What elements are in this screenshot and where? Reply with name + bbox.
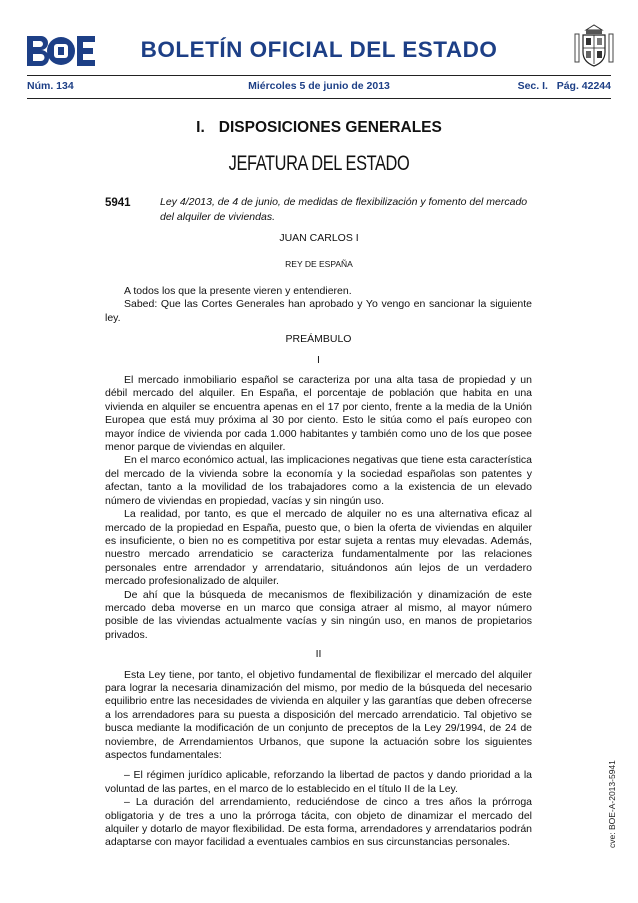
body-paragraph: – El régimen jurídico aplicable, reforzando la libertad de pactos y dando prioridad a la voluntad de las partes, en el marco de lo establecido en el título II de la Ley. [105, 769, 532, 795]
body-paragraph: De ahí que la búsqueda de mecanismos de flexibilización y dinamización de este mercado deba moverse en un marco que consiga atraer al mismo, al mayor número posible de las viviendas actualmente vacías y sin ningún uso, en manos de propietarios privados. [105, 588, 532, 641]
coat-of-arms-icon [574, 24, 614, 73]
disposition-title: Ley 4/2013, de 4 de junio, de medidas de flexibilización y fomento del mercado del alquiler de viviendas. [160, 196, 528, 223]
section-title: DISPOSICIONES GENERALES [218, 119, 442, 136]
document-body [105, 285, 532, 850]
issue-number: Núm. 134 [27, 80, 74, 92]
section-number: I. [196, 119, 205, 136]
header-top-rule [27, 75, 611, 76]
part-heading: II [315, 648, 322, 661]
organism-title: JEFATURA DEL ESTADO [228, 152, 410, 175]
body-paragraph: El mercado inmobiliario español se caracteriza por una alta tasa de propiedad y un débil mercado del alquiler. En España, el porcentaje de población que habita en una vivienda en alquiler se encuentra apenas en el 17 por ciento, frente a la media de la Unión Europea que está muy próxima al 30 por ciento. Esto le sitúa como el país europeo con mayor índice de vivienda por cada 1.000 habitantes y también como uno de los que posee menor parque de viviendas en alquiler. [105, 374, 532, 454]
body-paragraph: La realidad, por tanto, es que el mercado de alquiler no es una alternativa eficaz al mercado de la propiedad en España, puesto que, o bien la oferta de viviendas en alquiler es insuficiente, o bien no es competitiva por estar sujeta a rentas muy elevadas. Además, nuestro mercado arrendaticio se caracteriza fundamentalmente por las relaciones personales entre arrendador y arrendatario, situándonos aún lejos de un verdadero mercado profesionalizado de alquiler. [105, 508, 532, 588]
signatory-name: JUAN CARLOS I [279, 232, 359, 244]
intro-paragraph: A todos los que la presente vieren y entendieren. [124, 285, 352, 297]
section-page: Sec. I. Pág. 42244 [517, 80, 611, 92]
body-paragraph: En el marco económico actual, las implicaciones negativas que tiene esta característica del mercado de la vivienda sobre la economía y la sociedad españolas son patentes y afectan, tanto a la movilidad de los trabajadores como a la existencia de un elevado número de viviendas en propiedad, vacías y sin ningún uso. [105, 454, 532, 507]
preamble-title: PREÁMBULO [285, 333, 352, 346]
body-paragraph: – La duración del arrendamiento, reduciéndose de cinco a tres años la prórroga obligatoria y de tres a uno la prórroga tácita, con objeto de dinamizar el mercado del alquiler y dotarlo de mayor flexibilidad. De esta forma, arrendadores y arrendatarios podrán adaptarse con mayor facilidad a eventuales cambios en sus circunstancias personales. [105, 796, 532, 849]
header-bottom-rule [27, 98, 611, 99]
gazette-title: BOLETÍN OFICIAL DEL ESTADO [140, 37, 498, 62]
intro-paragraph: Sabed: Que las Cortes Generales han aprobado y Yo vengo en sancionar la siguiente ley. [105, 298, 532, 324]
cve-identifier: cve: BOE-A-2013-5941 [607, 760, 617, 848]
issue-date: Miércoles 5 de junio de 2013 [248, 80, 390, 92]
part-heading: I [317, 353, 320, 366]
issue-line [27, 80, 611, 96]
signatory-role: REY DE ESPAÑA [285, 259, 353, 269]
section-heading [0, 119, 638, 137]
disposition-number: 5941 [105, 197, 131, 209]
body-paragraph: Esta Ley tiene, por tanto, el objetivo fundamental de flexibilizar el mercado del alquiler para lograr la necesaria dinamización del mismo, por medio de la búsqueda del necesario equilibrio entre las necesidades de vivienda en alquiler y las garantías que deben ofrecerse a los arrendadores para su puesta a disposición del mercado arrendaticio. Tal objetivo se busca mediante la modificación de un conjunto de preceptos de la Ley 29/1994, de 24 de noviembre, de Arrendamientos Urbanos, que supone la actuación sobre los siguientes aspectos fundamentales: [105, 668, 532, 761]
